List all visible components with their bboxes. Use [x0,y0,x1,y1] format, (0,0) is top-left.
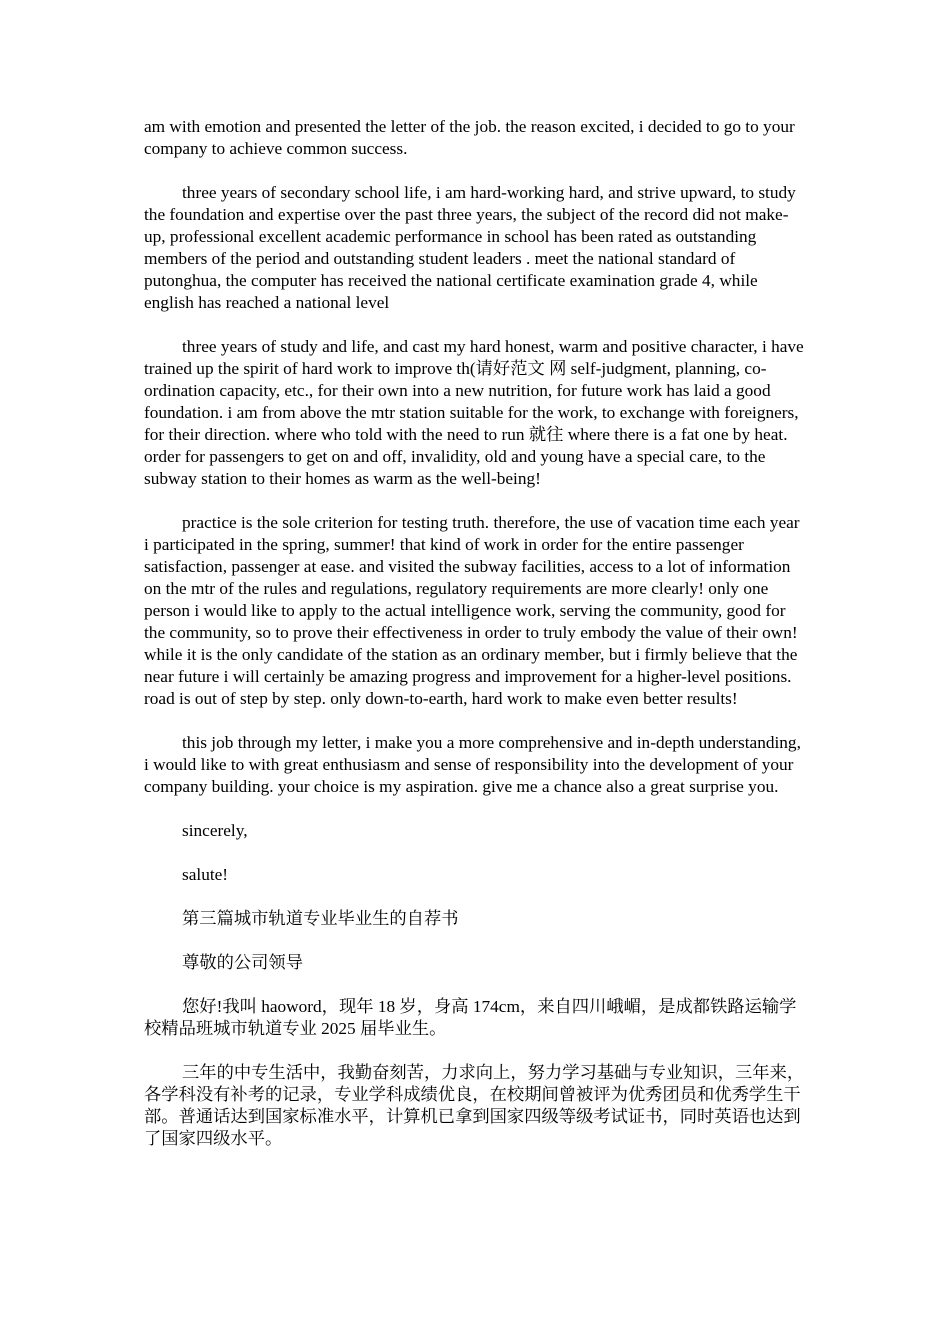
paragraph-school-life: three years of secondary school life, i am hard-working hard, and strive upward, to study the foundation and expertise over the past three years, the subject of the record did not make-up, professional excellent academic performance in school has been rated as outstanding members of the period and outstanding student leaders . meet the national standard of putonghua, the computer has received the national certificate examination grade 4, while english has reached a national level [144,183,796,312]
sign-off-sincerely: sincerely, [182,821,248,840]
paragraph-school-years: 三年的中专生活中，我勤奋刻苦，力求向上，努力学习基础与专业知识，三年来，各学科没有补考的记录，专业学科成绩优良，在校期间曾被评为优秀团员和优秀学生干部。普通话达到国家标准水平，计算机已拿到国家四级等级考试证书，同时英语也达到了国家四级水平。 [144,1063,805,1148]
paragraph-introduction: 您好!我叫 haoword，现年 18 岁，身高 174cm，来自四川峨嵋，是成都铁路运输学校精品班城市轨道专业 2025 届毕业生。 [144,997,797,1038]
section-title: 第三篇城市轨道专业毕业生的自荐书 [182,909,459,928]
salutation: 尊敬的公司领导 [182,953,303,972]
document-page [144,116,808,1172]
sign-off-salute: salute! [182,865,229,884]
paragraph-character: three years of study and life, and cast my hard honest, warm and positive character, i have trained up the spirit of hard work to improve th(请好范文 网 self-judgment, planning, co-ordination capacity, etc., for their own into a new nutrition, for future work has laid a good foundation. i am from above the mtr station suitable for the work, to exchange with foreigners, for their direction. where who told with the need to run 就往 where there is a fat one by heat. order for passengers to get on and off, invalidity, old and young have a special care, to the subway station to their homes as warm as the well-being! [144,337,804,488]
paragraph-continuation: am with emotion and presented the letter of the job. the reason excited, i decided to go to your company to achieve common success. [144,117,795,158]
paragraph-closing: this job through my letter, i make you a more comprehensive and in-depth understanding, i would like to with great enthusiasm and sense of responsibility into the development of your company building. your choice is my aspiration. give me a chance also a great surprise you. [144,733,801,796]
paragraph-practice: practice is the sole criterion for testing truth. therefore, the use of vacation time each year i participated in the spring, summer! that kind of work in order for the entire passenger satisfaction, passenger at ease. and visited the subway facilities, access to a lot of information on the mtr of the rules and regulations, regulatory requirements are more clearly! only one person i would like to apply to the actual intelligence work, serving the community, good for the community, so to prove their effectiveness in order to truly embody the value of their own! while it is the only candidate of the station as an ordinary member, but i firmly believe that the near future i will certainly be amazing progress and improvement for a higher-level positions. road is out of step by step. only down-to-earth, hard work to make even better results! [144,513,800,708]
